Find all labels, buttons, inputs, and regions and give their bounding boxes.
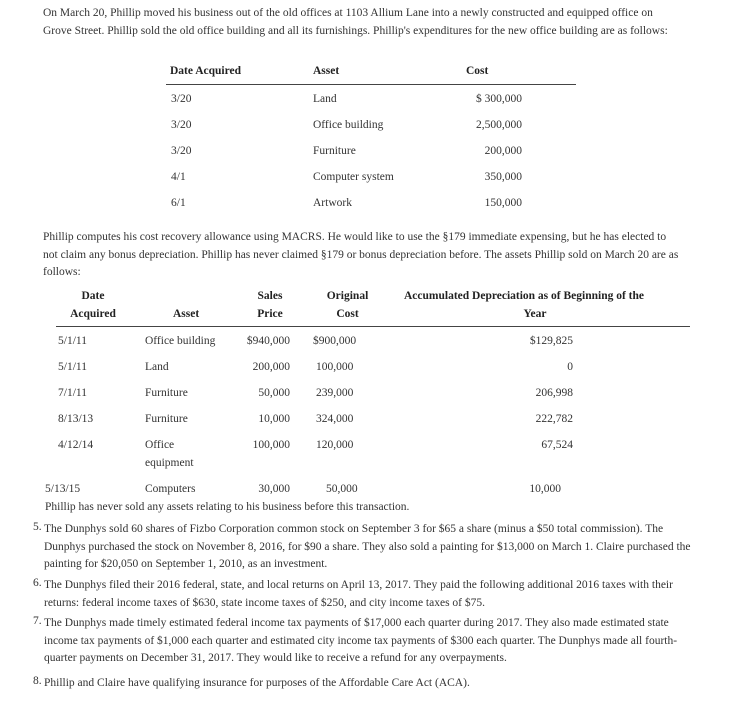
- t2-row-date: 8/13/13: [58, 413, 94, 425]
- t2-row-orig: 50,000: [326, 483, 358, 495]
- t2-row-asset: Computers: [145, 483, 196, 495]
- t2-header-accum-line2: Year: [523, 308, 547, 320]
- t2-row-accum: 0: [567, 361, 573, 373]
- macrs-paragraph: Phillip computes his cost recovery allowance using MACRS. He would like to use the §179 immediate expensing, but he has elected to not claim any bonus depreciation. Phillip has never claimed §179 or bonus depreciation before. The assets Phillip sold on March 20 are as follows:: [43, 231, 679, 278]
- never-sold-note: Phillip has never sold any assets relating to his business before this transaction.: [45, 501, 410, 513]
- t1-row-asset: Artwork: [313, 197, 352, 209]
- t2-row-date: 5/13/15: [45, 483, 81, 495]
- t2-row-accum: $129,825: [529, 335, 573, 347]
- t1-header-rule: [166, 84, 576, 85]
- t2-header-sales-line1: Sales: [257, 290, 283, 302]
- t2-row-accum: 10,000: [529, 483, 561, 495]
- t2-row-accum: 67,524: [541, 439, 573, 451]
- t2-row-date: 4/12/14: [58, 439, 94, 451]
- t2-row-orig: 239,000: [316, 387, 354, 399]
- t2-header-orig-line1: Original: [326, 290, 369, 302]
- t1-row-date: 3/20: [171, 93, 192, 105]
- t1-row-cost: 150,000: [484, 197, 522, 209]
- t2-header-orig-line2: Cost: [336, 308, 359, 320]
- t1-row-asset: Computer system: [313, 171, 394, 183]
- t2-row-sales: 30,000: [258, 483, 290, 495]
- item-number: 6.: [33, 577, 42, 589]
- t2-row-sales: 10,000: [258, 413, 290, 425]
- t1-header-cost: Cost: [466, 65, 489, 77]
- t1-row-asset: Furniture: [313, 145, 356, 157]
- t2-row-orig: 324,000: [316, 413, 354, 425]
- t2-row-accum: 222,782: [535, 413, 573, 425]
- t2-header-accum-line1: Accumulated Depreciation as of Beginning of the: [404, 290, 645, 302]
- t2-row-date: 7/1/11: [58, 387, 87, 399]
- t2-header-asset: Asset: [173, 308, 200, 320]
- t1-header-date: Date Acquired: [170, 65, 242, 77]
- t2-header-date-line1: Date: [81, 290, 105, 302]
- t1-header-asset: Asset: [313, 65, 340, 77]
- t1-row-date: 6/1: [171, 197, 186, 209]
- item-number: 7.: [33, 615, 42, 627]
- t2-row-orig: $900,000: [313, 335, 357, 347]
- t1-row-date: 3/20: [171, 119, 192, 131]
- t1-row-cost: 2,500,000: [476, 119, 522, 131]
- t1-row-cost: $ 300,000: [476, 93, 522, 105]
- t1-row-date: 3/20: [171, 145, 192, 157]
- t2-row-accum: 206,998: [535, 387, 573, 399]
- t2-row-asset: Furniture: [145, 387, 188, 399]
- t2-row-orig: 120,000: [316, 439, 354, 451]
- item-text: The Dunphys made timely estimated federal income tax payments of $17,000 each quarter during 2017. They also made estimated state income tax payments of $1,000 each quarter and estimated city income tax payments of $300 each quarter. The Dunphys made all fourth-quarter payments on December 31, 2017. They would like to receive a refund for any overpayments.: [44, 617, 678, 664]
- t2-row-asset: Land: [145, 361, 169, 373]
- item-text: The Dunphys sold 60 shares of Fizbo Corporation common stock on September 3 for $65 a share (minus a $50 total commission). The Dunphys purchased the stock on November 8, 2016, for $90 a share. They also sold a painting for $13,000 on March 1. Claire purchased the painting for $20,050 on September 1, 2010, as an investment.: [44, 523, 691, 570]
- t1-row-cost: 200,000: [484, 145, 522, 157]
- t1-row-cost: 350,000: [484, 171, 522, 183]
- item-number: 5.: [33, 521, 42, 533]
- t2-row-asset: Office: [145, 439, 175, 451]
- t2-header-rule: [56, 326, 690, 327]
- t2-row-asset-line2: equipment: [145, 457, 194, 469]
- item-number: 8.: [33, 675, 42, 687]
- t2-row-asset: Office building: [145, 335, 216, 347]
- item-text: Phillip and Claire have qualifying insurance for purposes of the Affordable Care Act (ACA).: [44, 677, 470, 689]
- item-text: The Dunphys filed their 2016 federal, state, and local returns on April 13, 2017. They paid the following additional 2016 taxes with their returns: federal income taxes of $630, state income taxes of $250, and city income taxes of $75.: [44, 579, 673, 609]
- t2-row-orig: 100,000: [316, 361, 354, 373]
- t1-row-date: 4/1: [171, 171, 186, 183]
- t2-row-date: 5/1/11: [58, 361, 87, 373]
- t1-row-asset: Land: [313, 93, 337, 105]
- t1-row-asset: Office building: [313, 119, 384, 131]
- t2-row-sales: 100,000: [252, 439, 290, 451]
- t2-row-sales: $940,000: [246, 335, 290, 347]
- t2-row-date: 5/1/11: [58, 335, 87, 347]
- t2-header-sales-line2: Price: [257, 308, 283, 320]
- t2-header-date-line2: Acquired: [70, 308, 116, 320]
- t2-row-sales: 50,000: [258, 387, 290, 399]
- t2-row-asset: Furniture: [145, 413, 188, 425]
- t2-row-sales: 200,000: [252, 361, 290, 373]
- intro-paragraph: On March 20, Phillip moved his business out of the old offices at 1103 Allium Lane into a newly constructed and equipped office on Grove Street. Phillip sold the old office building and all its furnishings. Phillip's expenditures for the new office building are as follows:: [43, 7, 668, 37]
